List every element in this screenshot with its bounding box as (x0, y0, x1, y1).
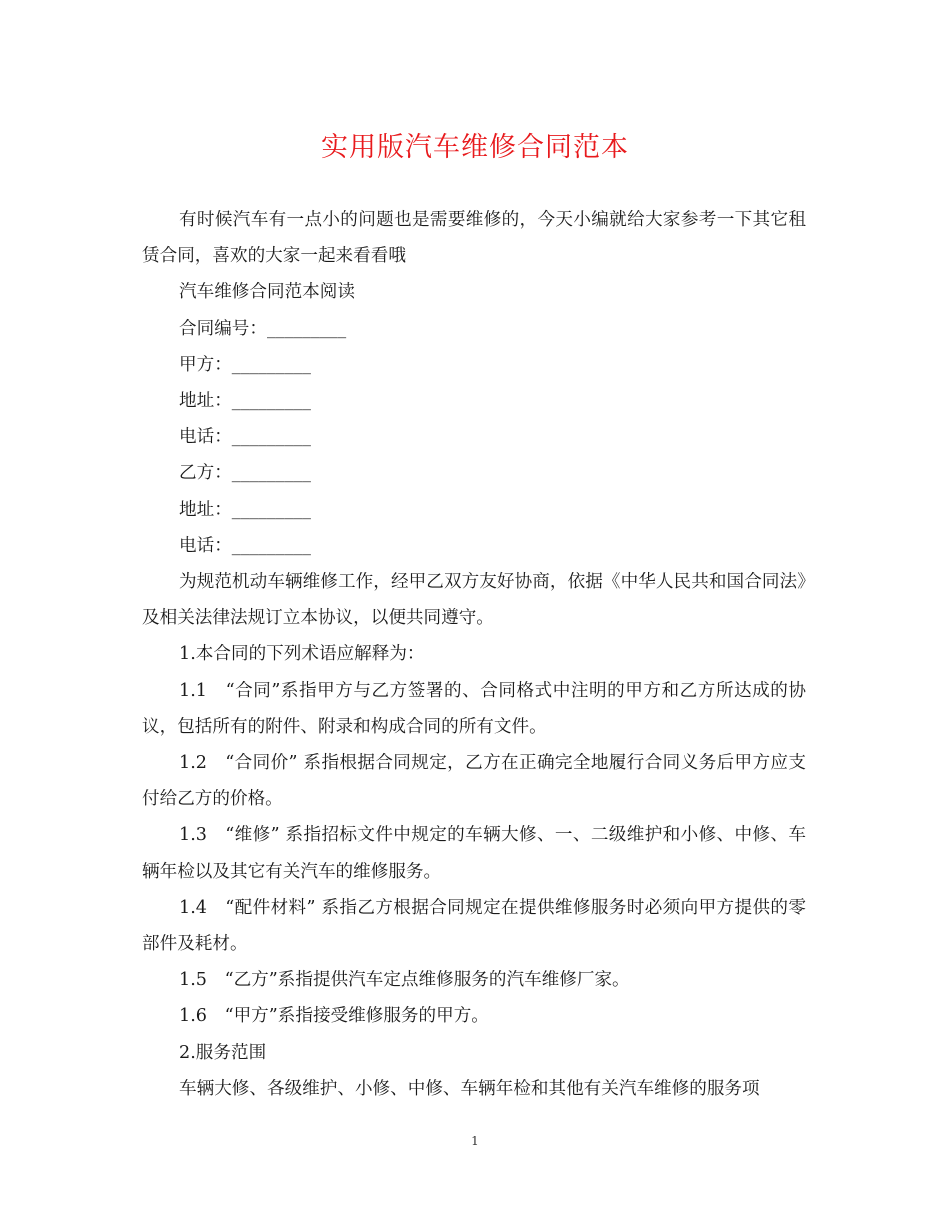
party-a-phone-field: 电话：_________ (179, 427, 311, 448)
party-a-field: 甲方：_________ (179, 354, 311, 375)
clause-1-4: 1.4 “配件材料” 系指乙方根据合同规定在提供维修服务时必须向甲方提供的零部件及耗材。 (142, 897, 806, 955)
clause-1-1: 1.1 “合同”系指甲方与乙方签署的、合同格式中注明的甲方和乙方所达成的协议，包括所有的附件、附录和构成合同的所有文件。 (142, 680, 806, 737)
intro-paragraph: 有时候汽车有一点小的问题也是需要维修的，今天小编就给大家参考一下其它租赁合同，喜欢的大家一起来看看哦 (142, 210, 806, 267)
party-a-address-field: 地址：_________ (179, 391, 311, 412)
clause-1-heading: 1.本合同的下列术语应解释为： (179, 644, 425, 665)
document-body (142, 202, 806, 1107)
clause-1-5: 1.5 “乙方”系指提供汽车定点维修服务的汽车维修厂家。 (179, 970, 630, 991)
contract-number-field: 合同编号：_________ (179, 318, 347, 339)
section-heading: 汽车维修合同范本阅读 (179, 282, 355, 303)
clause-1-6: 1.6 “甲方”系指接受维修服务的甲方。 (179, 1006, 489, 1027)
clause-1-3: 1.3 “维修” 系指招标文件中规定的车辆大修、一、二级维护和小修、中修、车辆年检以及其它有关汽车的维修服务。 (142, 825, 806, 882)
clause-2-text: 车辆大修、各级维护、小修、中修、车辆年检和其他有关汽车维修的服务项 (179, 1078, 760, 1099)
party-b-phone-field: 电话：_________ (179, 535, 311, 556)
party-b-address-field: 地址：_________ (179, 499, 311, 520)
document-title: 实用版汽车维修合同范本 (321, 132, 629, 163)
preamble-paragraph: 为规范机动车辆维修工作，经甲乙双方友好协商，依据《中华人民共和国合同法》及相关法律法规订立本协议，以便共同遵守。 (142, 572, 806, 629)
page-number: 1 (471, 1134, 479, 1148)
clause-1-2: 1.2 “合同价” 系指根据合同规定，乙方在正确完全地履行合同义务后甲方应支付给乙方的价格。 (142, 753, 806, 810)
clause-2-heading: 2.服务范围 (179, 1042, 267, 1063)
party-b-field: 乙方：_________ (179, 463, 311, 484)
